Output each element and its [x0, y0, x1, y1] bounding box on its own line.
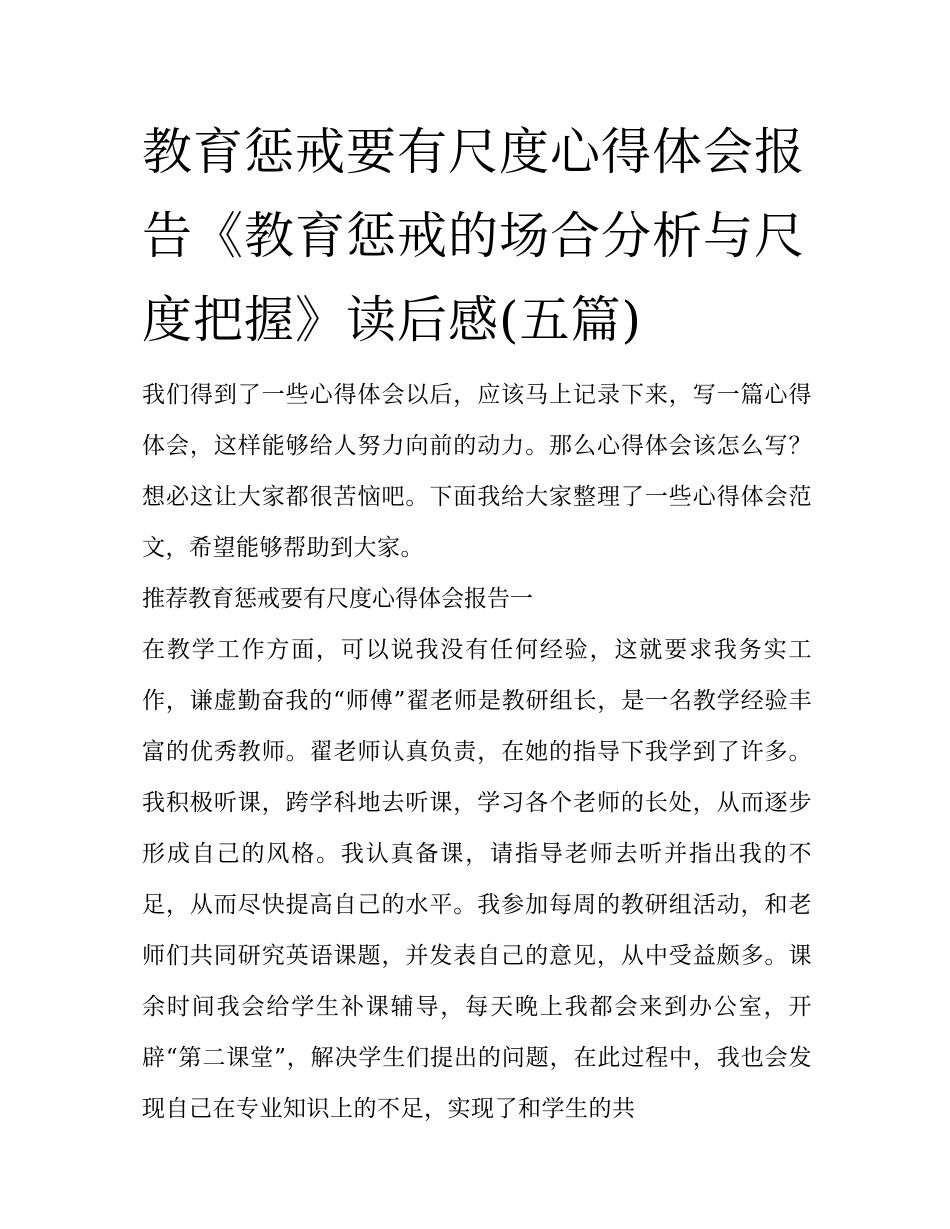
document-page — [142, 110, 812, 1135]
document-title: 教育惩戒要有尺度心得体会报告《教育惩戒的场合分析与尺度把握》读后感(五篇) — [142, 123, 805, 349]
body-paragraph: 在教学工作方面，可以说我没有任何经验，这就要求我务实工作，谦虚勤奋我的“师傅”翟老师是教研组长，是一名教学经验丰富的优秀教师。翟老师认真负责，在她的指导下我学到了许多。我积极听课，跨学科地去听课，学习各个老师的长处，从而逐步形成自己的风格。我认真备课，请指导老师去听并指出我的不足，从而尽快提高自己的水平。我参加每周的教研组活动，和老师们共同研究英语课题，并发表自己的意见，从中受益颇多。课余时间我会给学生补课辅导，每天晚上我都会来到办公室，开辟“第二课堂”，解决学生们提出的问题，在此过程中，我也会发现自己在专业知识上的不足，实现了和学生的共 — [142, 637, 812, 1122]
section-heading: 推荐教育惩戒要有尺度心得体会报告一 — [142, 586, 533, 612]
intro-paragraph: 我们得到了一些心得体会以后，应该马上记录下来，写一篇心得体会，这样能够给人努力向前的动力。那么心得体会该怎么写？想必这让大家都很苦恼吧。下面我给大家整理了一些心得体会范文，希望能够帮助到大家。 — [142, 382, 812, 561]
